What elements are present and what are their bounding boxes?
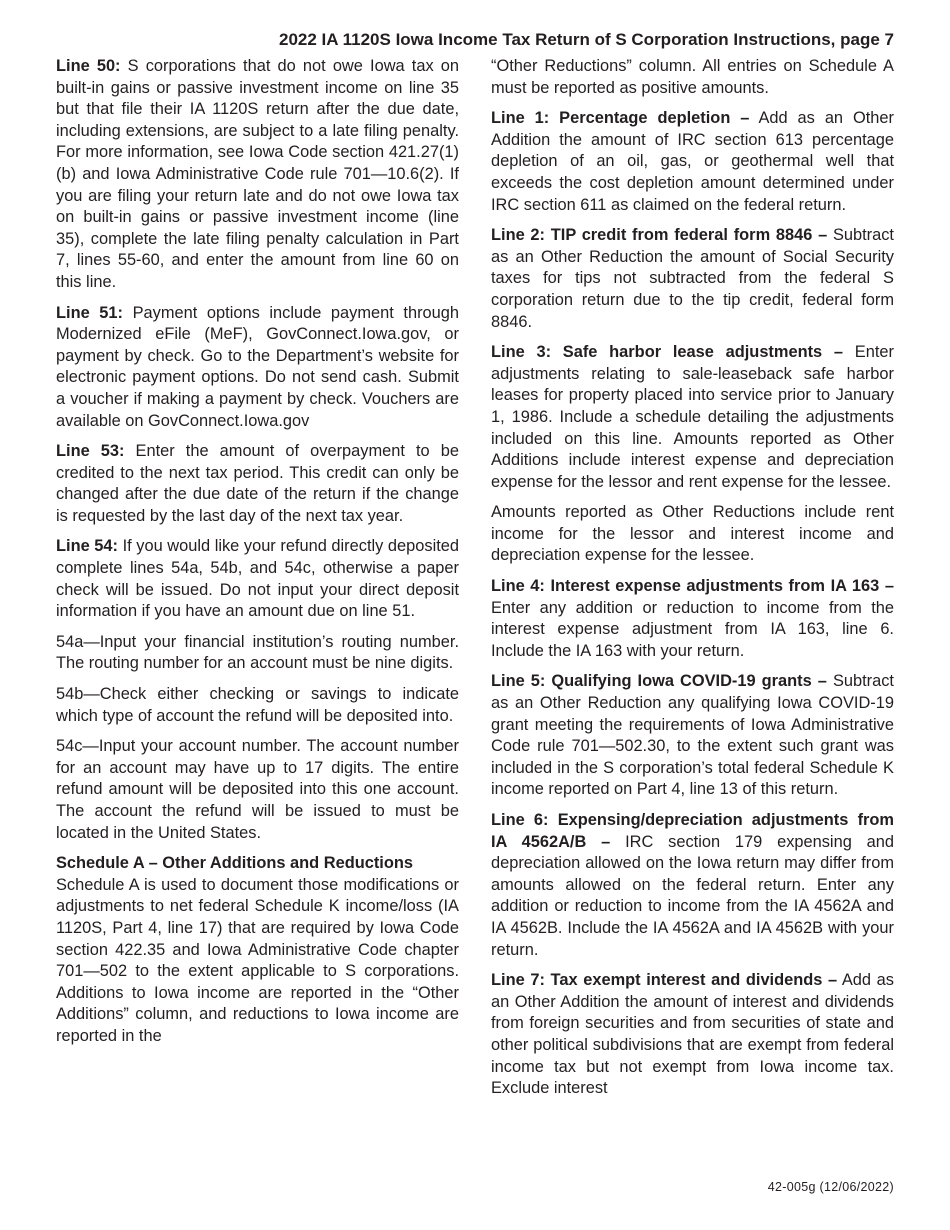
left-column	[56, 56, 459, 1057]
paragraph-heading: Line 4: Interest expense adjustments from IA 163 –	[491, 577, 894, 596]
paragraph-text: If you would like your refund directly deposited complete lines 54a, 54b, and 54c, otherwise a paper check will be issued. Do not input your direct deposit information if you have an amount due on line 51.	[56, 537, 460, 621]
paragraph-text: Subtract as an Other Reduction the amount of Social Security taxes for tips not subtracted from the federal S corporation return due to the tip credit, federal form 8846.	[491, 226, 894, 331]
instruction-paragraph	[491, 576, 894, 662]
right-column	[491, 56, 894, 1109]
page-header-title: 2022 IA 1120S Iowa Income Tax Return of S Corporation Instructions, page 7	[279, 30, 894, 49]
form-id-footer: 42-005g (12/06/2022)	[767, 1180, 894, 1194]
paragraph-text: S corporations that do not owe Iowa tax on built-in gains or passive investment income on line 35 but that file their IA 1120S return after the due date, including extensions, are subject to a late filing penalty. For more information, see Iowa Code section 421.27(1)(b) and Iowa Administrative Code rule 701—10.6(2). If you are filing your return late and do not owe Iowa tax on built-in gains or passive investment income (line 35), complete the late filing penalty calculation in Part 7, lines 55-60, and enter the amount from line 60 on this line.	[56, 57, 460, 291]
instruction-paragraph	[491, 502, 894, 567]
instruction-paragraph	[491, 671, 894, 801]
paragraph-heading: Line 1: Percentage depletion –	[491, 109, 750, 128]
paragraph-heading: Line 5: Qualifying Iowa COVID-19 grants –	[491, 672, 827, 691]
paragraph-heading: Line 54:	[56, 537, 118, 556]
paragraph-heading: Line 7: Tax exempt interest and dividends –	[491, 971, 838, 990]
paragraph-text: 54c—Input your account number. The account number for an account may have up to 17 digits. The entire refund amount will be deposited into this one account. The account the refund will be issued to must be located in the United States.	[56, 737, 459, 842]
paragraph-text: Enter the amount of overpayment to be credited to the next tax period. This credit can only be changed after the due date of the return if the change is requested by the last day of the next tax year.	[56, 442, 459, 525]
instruction-paragraph	[56, 56, 459, 294]
instruction-paragraph	[56, 684, 459, 727]
paragraph-text: Payment options include payment through Modernized eFile (MeF), GovConnect.Iowa.gov, or payment by check. Go to the Department’s website for electronic payment options. Do not send cash. Submit a voucher if making a payment by check. Vouchers are available on GovConnect.Iowa.gov	[56, 303, 460, 430]
instruction-paragraph	[491, 970, 894, 1100]
paragraph-heading: Line 3: Safe harbor lease adjustments –	[491, 343, 844, 362]
paragraph-text: Amounts reported as Other Reductions include rent income for the lessor and interest income and depreciation expense for the lessee.	[491, 503, 894, 565]
paragraph-text: Enter adjustments relating to sale-leaseback safe harbor leases for property placed into service prior to January 1, 1986. Include a schedule detailing the adjustments included on this line. Amounts reported as Other Additions include interest expense and depreciation expense for the lessor and rent expense for the lessee.	[491, 343, 894, 491]
paragraph-text: 54b—Check either checking or savings to indicate which type of account the refund will be deposited into.	[56, 685, 459, 725]
paragraph-heading: Line 53:	[56, 442, 125, 461]
paragraph-text: Enter any addition or reduction to income from the interest expense adjustment from IA 163, line 6. Include the IA 163 with your return.	[491, 598, 894, 660]
instruction-paragraph	[491, 810, 894, 961]
instruction-paragraph	[56, 441, 459, 527]
schedule-a-title: Schedule A – Other Additions and Reductions	[56, 854, 413, 873]
instruction-paragraph	[491, 342, 894, 493]
paragraph-heading: Line 6: Expensing/depreciation adjustments from IA 4562A/B –	[491, 811, 894, 851]
paragraph-heading: Line 2: TIP credit from federal form 8846 –	[491, 226, 828, 245]
schedule-a-text: Schedule A is used to document those modifications or adjustments to net federal Schedule K income/loss (IA 1120S, Part 4, line 17) that are required by Iowa Code section 422.35 and Iowa Administrative Code chapter 701—502 to the extent applicable to S corporations. Additions to Iowa income are reported in the “Other Additions” column, and reductions to Iowa income are reported in the	[56, 875, 459, 1045]
instruction-paragraph	[56, 536, 459, 622]
instruction-paragraph	[56, 303, 459, 433]
instruction-paragraph	[56, 736, 459, 844]
paragraph-heading: Line 51:	[56, 303, 123, 322]
paragraph-text: “Other Reductions” column. All entries on Schedule A must be reported as positive amounts.	[491, 57, 894, 97]
paragraph-heading: Line 50:	[56, 57, 121, 75]
paragraph-text: IRC section 179 expensing and depreciation allowed on the Iowa return may differ from amounts allowed on the federal return. Enter any addition or reduction to income from the IA 4562A and IA 4562B. Include the IA 4562A and IA 4562B with your return.	[491, 832, 894, 959]
instruction-paragraph	[491, 225, 894, 333]
paragraph-text: Subtract as an Other Reduction any qualifying Iowa COVID-19 grant meeting the requirements of Iowa Administrative Code rule 701—502.30, to the extent such grant was included in the S corporation’s total federal Schedule K income reported on Part 4, line 13 of this return.	[491, 672, 894, 799]
paragraph-text: Add as an Other Addition the amount of IRC section 613 percentage depletion of an oil, gas, or geothermal well that exceeds the cost depletion amount determined under IRC section 611 as claimed on the federal return.	[491, 109, 894, 214]
paragraph-text: Add as an Other Addition the amount of interest and dividends from foreign securities and from securities of state and other political subdivisions that are exempt from federal income tax but not exempt from Iowa income tax. Exclude interest	[491, 971, 894, 1098]
paragraph-text: 54a—Input your financial institution’s routing number. The routing number for an account must be nine digits.	[56, 632, 459, 673]
instruction-paragraph	[56, 632, 459, 675]
instruction-paragraph	[491, 108, 894, 216]
instruction-paragraph	[491, 56, 894, 99]
schedule-a-section	[56, 853, 459, 1047]
